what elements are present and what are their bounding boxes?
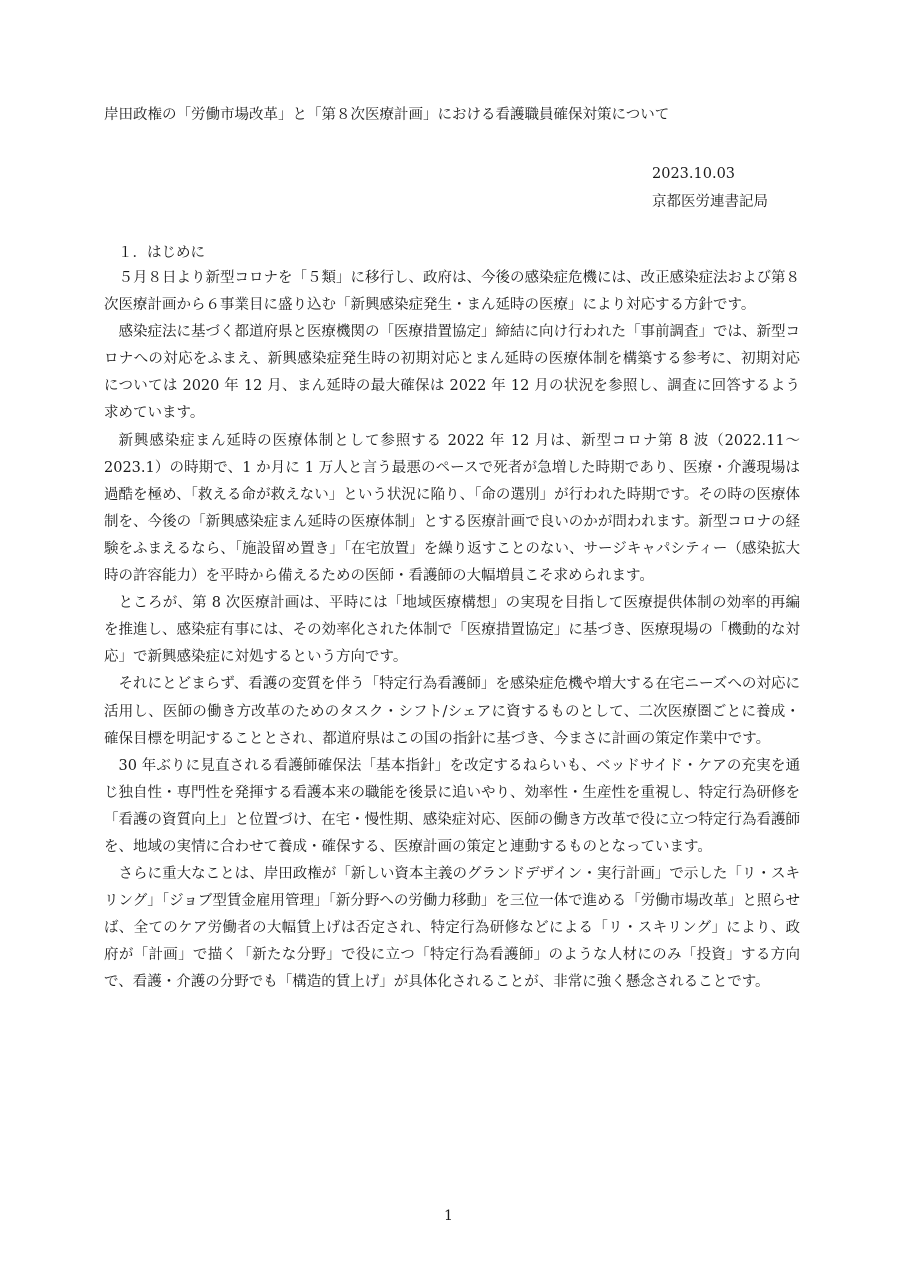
- paragraph-5: それにとどまらず、看護の変質を伴う「特定行為看護師」を感染症危機や増大する在宅ニーズへの対応に活用し、医師の働き方改革のためのタスク・シフト/シェアに資するものとして、二次医療圏ごとに養成・確保目標を明記することとされ、都道府県はこの国の指針に基づき、今まさに計画の策定作業中です。: [104, 676, 800, 747]
- document-title: 岸田政権の「労働市場改革」と「第８次医療計画」における看護職員確保対策について: [104, 107, 670, 123]
- paragraph-2: 感染症法に基づく都道府県と医療機関の「医療措置協定」締結に向け行われた「事前調査」では、新型コロナへの対応をふまえ、新興感染症発生時の初期対応とまん延時の医療体制を構築する参考に、初期対応については 2020 年 12 月、まん延時の最大確保は 2022 年 12 月の状況を参照し、調査に回答するよう求めています。: [104, 324, 800, 422]
- paragraph-1: ５月８日より新型コロナを「５類」に移行し、政府は、今後の感染症危機には、改正感染症法および第８次医療計画から６事業目に盛り込む「新興感染症発生・まん延時の医療」により対応する方針です。: [104, 270, 800, 314]
- document-author: 京都医労連書記局: [652, 194, 768, 210]
- page-number: 1: [444, 1208, 453, 1224]
- document-meta: [652, 160, 768, 216]
- paragraph-3: 新興感染症まん延時の医療体制として参照する 2022 年 12 月は、新型コロナ第 8 波（2022.11～2023.1）の時期で、1 か月に 1 万人と言う最悪のペースで死者が急増した時期であり、医療・介護現場は過酷を極め、「救える命が救えない」という状況に陥り、「命の選別」が行われた時期です。その時の医療体制を、今後の「新興感染症まん延時の医療体制」とする医療計画で良いのかが問われます。新型コロナの経験をふまえるなら、「施設留め置き」「在宅放置」を繰り返すことのない、サージキャパシティー（感染拡大時の許容能力）を平時から備えるための医師・看護師の大幅増員こそ求められます。: [104, 432, 800, 585]
- document-date: 2023.10.03: [652, 166, 736, 182]
- paragraph-7: さらに重大なことは、岸田政権が「新しい資本主義のグランドデザイン・実行計画」で示した「リ・スキリング」「ジョブ型賃金雇用管理」「新分野への労働力移動」を三位一体で進める「労働市場改革」と照らせば、全てのケア労働者の大幅賃上げは否定され、特定行為研修などによる「リ・スキリング」により、政府が「計画」で描く「新たな分野」で役に立つ「特定行為看護師」のような人材にのみ「投資」する方向で、看護・介護の分野でも「構造的賃上げ」が具体化されることが、非常に強く懸念されることです。: [104, 866, 800, 991]
- paragraph-4: ところが、第 8 次医療計画は、平時には「地域医療構想」の実現を目指して医療提供体制の効率的再編を推進し、感染症有事には、その効率化された体制で「医療措置協定」に基づき、医療現場の「機動的な対応」で新興感染症に対処するという方向です。: [104, 595, 800, 666]
- body-text: [104, 265, 800, 997]
- section-heading: １．はじめに: [118, 245, 205, 261]
- paragraph-6: 30 年ぶりに見直される看護師確保法「基本指針」を改定するねらいも、ベッドサイド・ケアの充実を通じ独自性・専門性を発揮する看護本来の職能を後景に追いやり、効率性・生産性を重視し、特定行為研修を「看護の資質向上」と位置づけ、在宅・慢性期、感染症対応、医師の働き方改革で役に立つ特定行為看護師を、地域の実情に合わせて養成・確保する、医療計画の策定と連動するものとなっています。: [104, 757, 800, 855]
